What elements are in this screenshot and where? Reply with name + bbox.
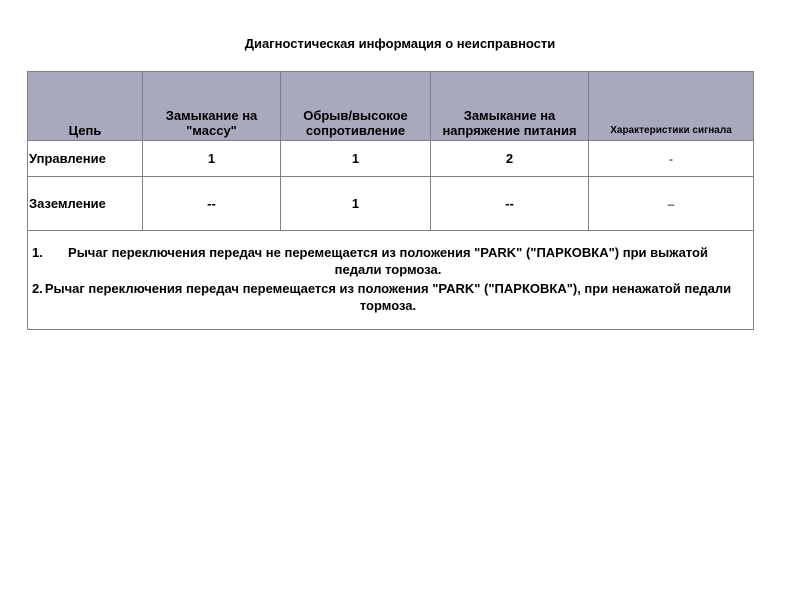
cell-circuit: Заземление	[28, 177, 143, 231]
diagnostic-table	[27, 71, 754, 330]
cell-open-high-resistance: 1	[281, 141, 431, 177]
note-item	[32, 280, 753, 314]
table-row-control	[28, 141, 754, 177]
cell-short-to-ground: 1	[143, 141, 281, 177]
table-header-row	[28, 72, 754, 141]
note-item	[32, 244, 753, 278]
notes-cell	[28, 231, 754, 330]
cell-open-high-resistance: 1	[281, 177, 431, 231]
cell-short-to-ground: --	[143, 177, 281, 231]
note-number: 1.	[32, 245, 43, 260]
cell-signal-characteristics: -	[589, 141, 754, 177]
cell-short-to-voltage: 2	[431, 141, 589, 177]
table-row-ground	[28, 177, 754, 231]
header-open-high-resistance: Обрыв/высокое сопротивление	[281, 72, 431, 141]
table-row-notes	[28, 231, 754, 330]
header-circuit: Цепь	[28, 72, 143, 141]
note-text: Рычаг переключения передач не перемещается из положения "PARK" ("ПАРКОВКА") при выжатой педали тормоза.	[68, 245, 708, 277]
header-signal-characteristics: Характеристики сигнала	[589, 72, 754, 141]
header-short-to-ground: Замыкание на "массу"	[143, 72, 281, 141]
cell-short-to-voltage: --	[431, 177, 589, 231]
cell-signal-characteristics: –	[589, 177, 754, 231]
page-title: Диагностическая информация о неисправности	[244, 36, 556, 51]
note-text: Рычаг переключения передач перемещается из положения "PARK" ("ПАРКОВКА"), при ненажатой педали тормоза.	[44, 281, 732, 313]
header-short-to-voltage: Замыкание на напряжение питания	[431, 72, 589, 141]
cell-circuit: Управление	[28, 141, 143, 177]
note-number: 2.	[32, 281, 43, 296]
notes-list	[28, 244, 753, 314]
